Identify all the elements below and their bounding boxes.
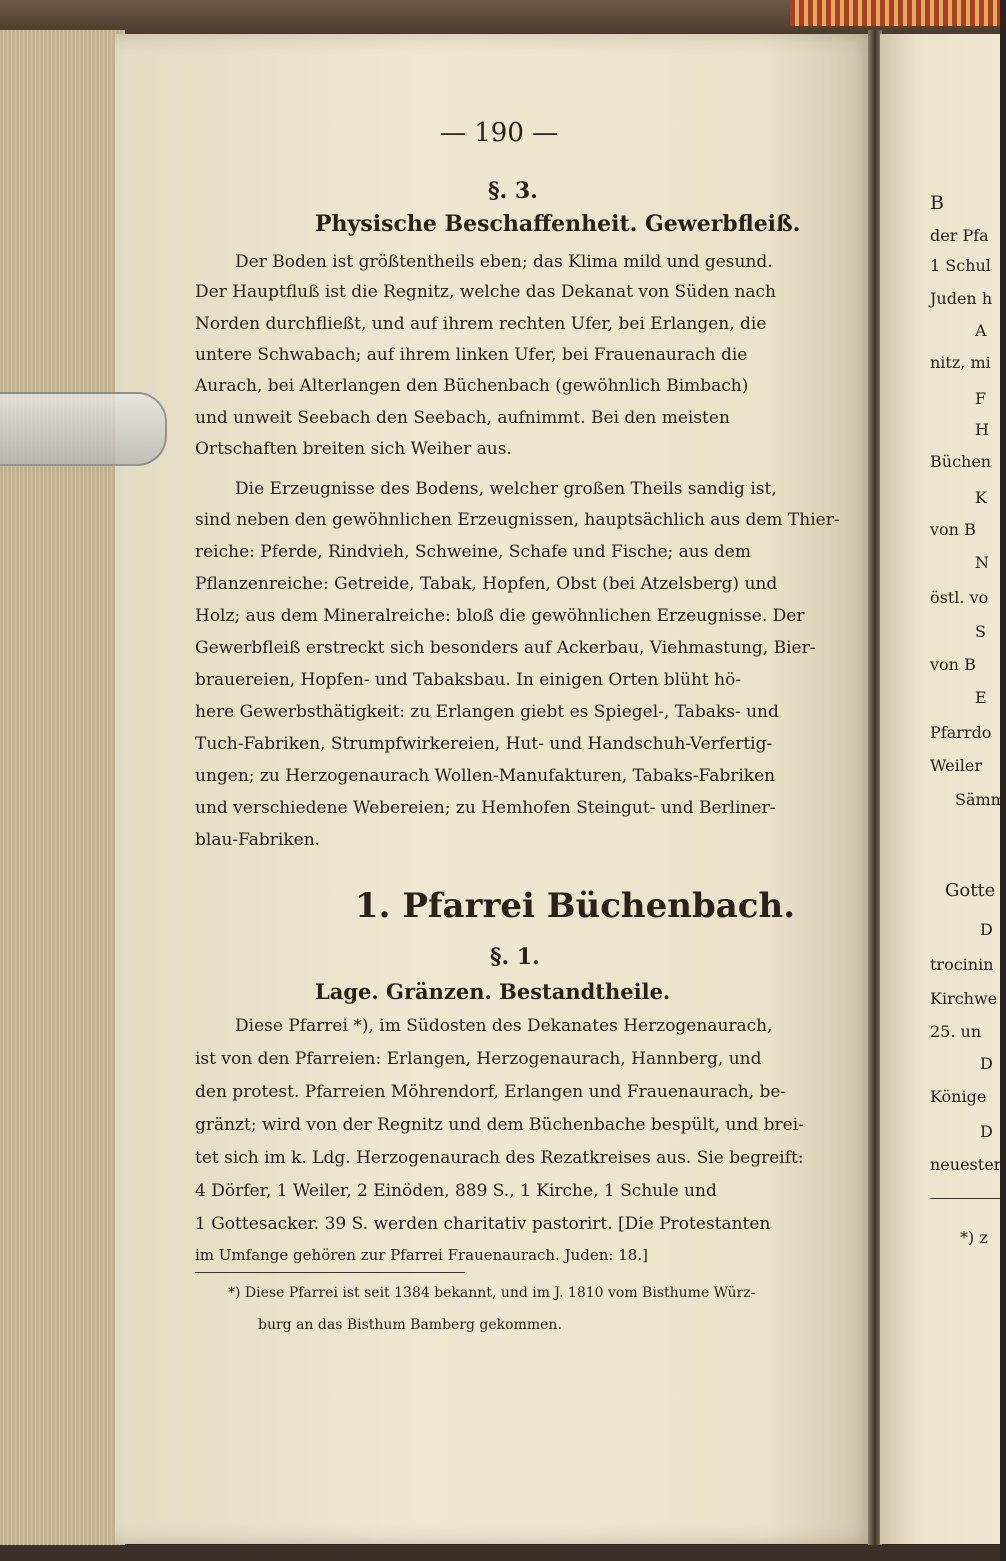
text-line: ungen; zu Herzogenaurach Wollen-Manufakturen, Tabaks-Fabriken [195, 766, 776, 786]
bookmark-ribbon [790, 0, 1000, 26]
right-text-fragment: S [975, 622, 986, 641]
text-line: Norden durchfließt, und auf ihrem rechten Ufer, bei Erlangen, die [195, 314, 767, 334]
right-text-fragment: von B [930, 655, 976, 674]
right-text-fragment: Büchen [930, 452, 992, 471]
text-line: Holz; aus dem Mineralreiche: bloß die gewöhnlichen Erzeugnisse. Der [195, 606, 805, 626]
text-line: und unweit Seebach den Seebach, aufnimmt. Bei den meisten [195, 408, 730, 428]
right-text-fragment: N [975, 553, 989, 572]
right-text-fragment: Kirchwe [930, 989, 998, 1008]
text-line: tet sich im k. Ldg. Herzogenaurach des Rezatkreises aus. Sie begreift: [195, 1148, 804, 1168]
right-text-fragment: von B [930, 520, 976, 539]
right-text-fragment: Juden h [930, 289, 993, 308]
right-text-fragment: trocinin [930, 955, 994, 974]
text-line: Der Boden ist größtentheils eben; das Klima mild und gesund. [235, 252, 773, 272]
right-text-fragment: K [975, 488, 987, 507]
text-line: sind neben den gewöhnlichen Erzeugnissen, hauptsächlich aus dem Thier- [195, 510, 840, 530]
right-text-fragment: *) z [960, 1228, 988, 1247]
footnote-rule [195, 1272, 465, 1273]
right-text-fragment: Sämm [955, 790, 1006, 809]
section-label: §. 3. [488, 178, 538, 204]
right-text-fragment: Könige [930, 1087, 987, 1106]
right-text-fragment: 25. un [930, 1022, 982, 1041]
text-line: gränzt; wird von der Regnitz und dem Büchenbache bespült, und brei- [195, 1115, 804, 1135]
text-line: Tuch-Fabriken, Strumpfwirkereien, Hut- und Handschuh-Verfertig- [195, 734, 773, 754]
text-line: Gewerbfleiß erstreckt sich besonders auf Ackerbau, Viehmastung, Bier- [195, 638, 816, 658]
right-text-fragment: H [975, 420, 989, 439]
text-line: Ortschaften breiten sich Weiher aus. [195, 439, 512, 459]
text-line: ist von den Pfarreien: Erlangen, Herzogenaurach, Hannberg, und [195, 1049, 762, 1069]
text-line: im Umfange gehören zur Pfarrei Frauenaurach. Juden: 18.] [195, 1246, 648, 1264]
text-line: 4 Dörfer, 1 Weiler, 2 Einöden, 889 S., 1 Kirche, 1 Schule und [195, 1181, 717, 1201]
right-text-fragment: B [930, 192, 944, 214]
footnote-line: *) Diese Pfarrei ist seit 1384 bekannt, und im J. 1810 vom Bisthume Würz- [228, 1285, 756, 1301]
right-text-fragment: 1 Schul [930, 256, 991, 275]
bottom-shadow [0, 1545, 1000, 1561]
right-text-fragment: nitz, mi [930, 353, 991, 372]
right-text-fragment: östl. vo [930, 588, 989, 607]
right-text-fragment: A [975, 321, 987, 340]
footnote-line: burg an das Bisthum Bamberg gekommen. [258, 1317, 562, 1333]
section-heading: Physische Beschaffenheit. Gewerbfleiß. [315, 211, 801, 237]
right-text-fragment: Gotte [945, 880, 996, 901]
section-heading: Lage. Gränzen. Bestandtheile. [315, 979, 671, 1004]
text-line: den protest. Pfarreien Möhrendorf, Erlangen und Frauenaurach, be- [195, 1082, 787, 1102]
right-text-fragment: neuester [930, 1155, 1002, 1174]
text-line: Pflanzenreiche: Getreide, Tabak, Hopfen, Obst (bei Atzelsberg) und [195, 574, 778, 594]
right-text-fragment: D [980, 1054, 993, 1073]
text-line: reiche: Pferde, Rindvieh, Schweine, Schafe und Fische; aus dem [195, 542, 751, 562]
text-line: Die Erzeugnisse des Bodens, welcher großen Theils sandig ist, [235, 479, 777, 499]
section-label: §. 1. [490, 944, 540, 970]
text-line: und verschiedene Webereien; zu Hemhofen Steingut- und Berliner- [195, 798, 776, 818]
right-text-fragment: E [975, 688, 987, 707]
text-line: here Gewerbsthätigkeit: zu Erlangen giebt es Spiegel-, Tabaks- und [195, 702, 779, 722]
parish-title: 1. Pfarrei Büchenbach. [355, 886, 796, 926]
text-line: Der Hauptfluß ist die Regnitz, welche das Dekanat von Süden nach [195, 282, 777, 302]
right-text-fragment: Pfarrdo [930, 723, 992, 742]
text-line: brauereien, Hopfen- und Tabaksbau. In einigen Orten blüht hö- [195, 670, 742, 690]
right-text-fragment: D [980, 920, 993, 939]
text-line: 1 Gottesacker. 39 S. werden charitativ pastorirt. [Die Protestanten [195, 1214, 771, 1234]
right-text-fragment: Weiler [930, 756, 982, 775]
text-line: untere Schwabach; auf ihrem linken Ufer, bei Frauenaurach die [195, 345, 748, 365]
right-text-fragment: F [975, 389, 987, 408]
page-block-edge [0, 30, 125, 1561]
text-line: Aurach, bei Alterlangen den Büchenbach (gewöhnlich Bimbach) [195, 376, 749, 396]
footnote-rule [930, 1198, 1000, 1199]
right-text-fragment: D [980, 1122, 993, 1141]
page-clip [0, 392, 167, 466]
page-number: — 190 — [440, 118, 559, 148]
text-line: blau-Fabriken. [195, 830, 321, 850]
text-line: Diese Pfarrei *), im Südosten des Dekanates Herzogenaurach, [235, 1016, 773, 1036]
right-text-fragment: der Pfa [930, 226, 989, 245]
